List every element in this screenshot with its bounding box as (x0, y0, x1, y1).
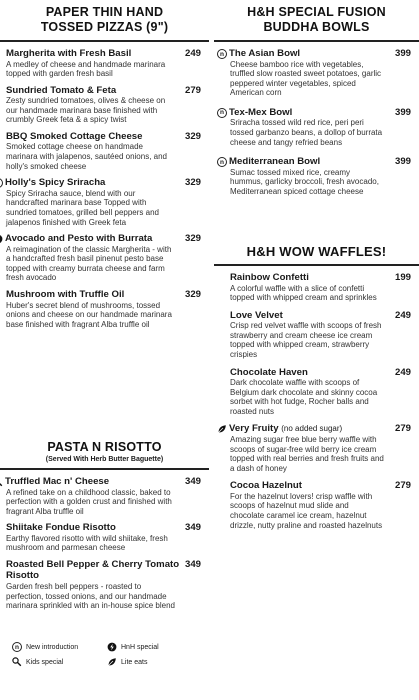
item-price: 249 (185, 48, 202, 59)
item-description: Zesty sundried tomatoes, olives & cheese on our handmade marinara base finished with crumbly Greek feta & a spicy twist (6, 96, 166, 125)
item-price: 399 (395, 106, 412, 118)
menu-item (6, 85, 209, 125)
item-price: 279 (395, 423, 412, 435)
menu-item (6, 476, 209, 516)
menu-item (6, 131, 209, 171)
item-price: 249 (395, 309, 412, 321)
risotto-section (0, 440, 209, 617)
legend-kids (12, 657, 107, 667)
bowls-title: H&H SPECIAL FUSION BUDDHA BOWLS (247, 5, 386, 34)
legend-hnh-label: HnH special (121, 643, 159, 651)
item-icons (217, 49, 227, 59)
item-description: A colorful waffle with a slice of confetti topped with whipped cream and sprinkles (230, 283, 377, 303)
item-price: 349 (185, 476, 202, 487)
item-price: 399 (395, 156, 412, 168)
menu-item (6, 233, 209, 283)
bowls-section (214, 5, 419, 202)
item-price: 329 (185, 289, 202, 300)
lite-eats-icon (107, 657, 117, 667)
item-description: Sriracha tossed wild red rice, peri peri tossed garbanzo beans, a dollop of burrata cheese and tangy refried beans (230, 118, 383, 147)
item-icons (0, 178, 3, 188)
legend-lite-label: Lite eats (121, 658, 148, 666)
item-price: 279 (395, 480, 412, 492)
new-introduction-icon (0, 178, 3, 188)
item-description: Huber's secret blend of mushrooms, tossed onions and cheese on our handmade marinara base finished with fragrant Alba truffle oil (6, 300, 172, 329)
item-icons (217, 424, 227, 434)
item-description: Cheese bamboo rice with vegetables, truffled slow roasted sweet potatoes, garlic peppered winter vegetables, spiced American corn (230, 59, 382, 98)
menu-item (220, 156, 419, 196)
waffles-rule (214, 264, 419, 266)
item-icons (0, 477, 3, 487)
waffles-list (214, 272, 419, 530)
legend-hnh (107, 642, 202, 652)
lite-eats-icon (217, 424, 227, 434)
menu-item (220, 106, 419, 147)
item-description: Garden fresh bell peppers - roasted to perfection, tossed onions, and our handmade marinara sprinkled with an in-house spice blend (6, 581, 175, 611)
item-icons (217, 108, 227, 118)
menu-item (6, 177, 209, 227)
item-icons (0, 234, 3, 244)
risotto-rule (0, 468, 209, 470)
bowls-rule (214, 40, 419, 42)
hnh-special-icon (107, 642, 117, 652)
menu-item (6, 48, 209, 79)
legend-new (12, 642, 107, 652)
item-name: Very Fruity (no added sugar) (229, 423, 343, 435)
item-description: Earthy flavored risotto with wild shiitake, fresh mushroom and parmesan cheese (6, 533, 168, 553)
hnh-special-icon (0, 234, 3, 244)
item-price: 279 (185, 84, 202, 96)
item-description: Dark chocolate waffle with scoops of Belgium dark chocolate and skinny cocoa sorbet with hot fudge, Rocher balls and roasted nuts (230, 378, 378, 416)
item-description: Amazing sugar free blue berry waffle with scoops of sugar-free wild berry ice cream topped with real berries and fresh fruits and a dash of honey (230, 434, 384, 473)
item-price: 349 (185, 558, 202, 570)
menu-item (6, 289, 209, 329)
item-name: Margherita with Fresh Basil (6, 48, 132, 59)
item-name: Cocoa Hazelnut (230, 480, 302, 492)
item-name: BBQ Smoked Cottage Cheese (6, 130, 143, 142)
item-name: Truffled Mac n' Cheese (5, 476, 110, 487)
waffles-section (214, 244, 419, 536)
pizzas-rule (0, 40, 209, 42)
item-name: Mushroom with Truffle Oil (6, 289, 125, 300)
item-price: 399 (395, 48, 412, 59)
legend (12, 642, 202, 672)
menu-item (230, 367, 419, 417)
item-description: Spicy Sriracha sauce, blend with our handcrafted marinara base Topped with sundried tomatoes, grilled bell peppers and jalapenos finished with Greek feta (6, 188, 159, 227)
item-description: A reimagination of the classic Margherita - with a handcrafted fresh basil pinenut pesto base topped with creamy burrata cheese and farm fresh avocado (6, 244, 172, 283)
risotto-subtitle: (Served With Herb Butter Baguette) (45, 456, 164, 463)
menu-item (230, 423, 419, 473)
kids-special-icon (0, 477, 3, 487)
legend-lite (107, 657, 202, 667)
item-description: A refined take on a childhood classic, baked to perfection with a golden crust and finished with fragrant Alba truffle oil (6, 487, 172, 516)
item-name: The Asian Bowl (229, 48, 301, 59)
item-description: A medley of cheese and handmade marinara topped with garden fresh basil (6, 59, 166, 79)
item-name: Holly's Spicy Sriracha (5, 177, 106, 189)
new-introduction-icon: n (217, 108, 227, 118)
menu-item (230, 272, 419, 303)
pizzas-list (0, 48, 209, 329)
item-description: Crisp red velvet waffle with scoops of fresh strawberry and cream cheese ice cream topped with whipped cream, strawberry crispies (230, 321, 382, 359)
item-note: (no added sugar) (281, 424, 343, 434)
menu-item (220, 48, 419, 98)
item-name: Mediterranean Bowl (229, 156, 321, 168)
item-price: 329 (185, 177, 202, 189)
pizzas-section (0, 5, 209, 335)
risotto-title: PASTA N RISOTTO (47, 440, 162, 454)
menu-item (6, 522, 209, 553)
item-name: Roasted Bell Pepper & Cherry Tomato Risotto (6, 558, 180, 582)
bowls-list (214, 48, 419, 196)
item-description: For the hazelnut lovers! crisp waffle with scoops of hazelnut mud slide and chocolate caramel ice cream, hazelnut drizzle, nutty praline and roasted hazelnuts (230, 491, 383, 530)
item-icons (217, 157, 227, 167)
menu-item (6, 559, 209, 611)
item-price: 199 (395, 272, 412, 283)
kids-special-icon (12, 657, 22, 667)
new-introduction-icon: n (217, 49, 227, 59)
legend-new-label: New introduction (26, 643, 79, 651)
item-name: Love Velvet (230, 309, 283, 321)
item-name: Rainbow Confetti (230, 272, 309, 283)
item-name: Tex-Mex Bowl (229, 106, 293, 118)
menu-item (230, 480, 419, 530)
item-description: Sumac tossed mixed rice, creamy hummus, garlicky broccoli, fresh avocado, Mediterranean spiced cottage cheese (230, 167, 379, 196)
item-name: Shiitake Fondue Risotto (6, 522, 116, 534)
item-price: 329 (185, 233, 202, 245)
item-price: 349 (185, 522, 202, 534)
item-name: Chocolate Haven (230, 366, 308, 378)
new-introduction-icon: n (217, 157, 227, 167)
item-price: 249 (395, 366, 412, 378)
risotto-list (0, 476, 209, 611)
item-description: Smoked cottage cheese on handmade marinara with jalapenos, sautéed onions, and holly's smoked cheese (6, 142, 167, 171)
item-name: Sundried Tomato & Feta (6, 84, 117, 96)
item-price: 329 (185, 130, 202, 142)
new-introduction-icon: n (12, 642, 22, 652)
item-name: Avocado and Pesto with Burrata (5, 233, 153, 245)
pizzas-title: PAPER THIN HAND TOSSED PIZZAS (9") (40, 5, 169, 34)
legend-kids-label: Kids special (26, 658, 64, 666)
waffles-title: H&H WOW WAFFLES! (246, 244, 387, 259)
menu-item (230, 310, 419, 360)
